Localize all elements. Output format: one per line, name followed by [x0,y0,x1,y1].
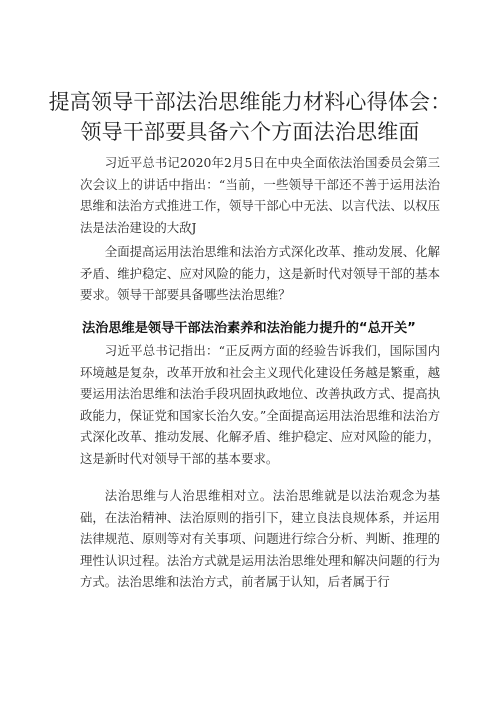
section-heading: 法治思维是领导干部法治素养和法治能力提升的“总开关” [82,321,416,336]
document-title-line-1: 提高领导干部法治思维能力材料心得体会： [48,90,452,114]
paragraph-2: 全面提高运用法治思维和法治方式深化改革、推动发展、化解矛盾、维护稳定、应对风险的能力，这是新时代对领导干部的基本要求。领导干部要具备哪些法治思维？ [80,244,440,302]
document-title-line-2: 领导干部要具备六个方面法治思维面 [80,120,420,144]
paragraph-1: 习近平总书记2020年2月5日在中央全面依法治国委员会第三次会议上的讲话中指出：“当前，一些领导干部还不善于运用法治思维和法治方式推进工作，领导干部心中无法、以言代法、以权压法是法治建设的大敌J [80,155,440,235]
paragraph-4: 法治思维与人治思维相对立。法治思维就是以法治观念为基础，在法治精神、法治原则的指引下，建立良法良规体系，并运用法律规范、原则等对有关事项、问题进行综合分析、判断、推理的理性认识过程。法治方式就是运用法治思维处理和解决问题的行为方式。法治思维和法治方式，前者属于认知，后者属于行 [80,488,440,589]
paragraph-3: 习近平总书记指出：“正反两方面的经验告诉我们，国际国内环境越是复杂，改革开放和社会主义现代化建设任务越是繁重，越要运用法治思维和法治手段巩固执政地位、改善执政方式、提高执政能力，保证党和国家长治久安。”全面提高运用法治思维和法治方式深化改革、推动发展、化解矛盾、维护稳定、应对风险的能力，这是新时代对领导干部的基本要求。 [80,343,440,466]
